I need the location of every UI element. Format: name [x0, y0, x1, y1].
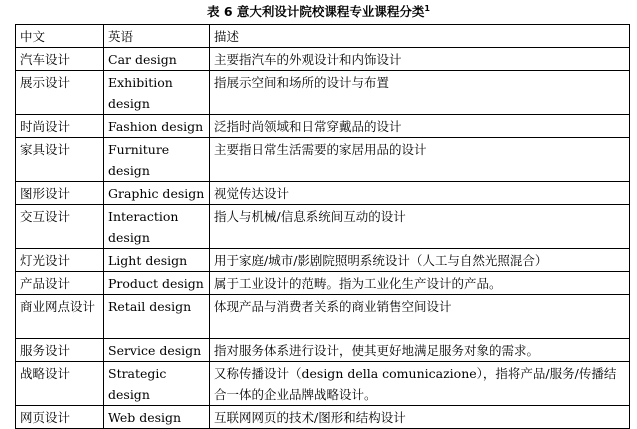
- cell-english: Product design: [104, 272, 210, 295]
- cell-chinese: 家具设计: [16, 138, 104, 182]
- caption-text: 表 6 意大利设计院校课程专业课程分类: [207, 4, 425, 19]
- cell-chinese: 交互设计: [16, 205, 104, 249]
- table-row: [16, 182, 630, 205]
- cell-description: 主要指汽车的外观设计和内饰设计: [210, 48, 630, 71]
- course-classification-table: [15, 24, 630, 429]
- cell-description: 体现产品与消费者关系的商业销售空间设计: [210, 295, 630, 339]
- cell-chinese: 商业网点设计: [16, 295, 104, 339]
- cell-description: 泛指时尚领域和日常穿戴品的设计: [210, 115, 630, 138]
- cell-chinese: 汽车设计: [16, 48, 104, 71]
- cell-description: 指人与机械/信息系统间互动的设计: [210, 205, 630, 249]
- table-row: [16, 362, 630, 406]
- cell-english: Graphic design: [104, 182, 210, 205]
- cell-chinese: 图形设计: [16, 182, 104, 205]
- cell-english: Light design: [104, 249, 210, 272]
- table-row: [16, 295, 630, 339]
- header-description: 描述: [210, 25, 630, 48]
- cell-english: Retail design: [104, 295, 210, 339]
- table-row: [16, 272, 630, 295]
- table-header-row: [16, 25, 630, 48]
- cell-chinese: 战略设计: [16, 362, 104, 406]
- cell-description: 主要指日常生活需要的家居用品的设计: [210, 138, 630, 182]
- cell-chinese: 展示设计: [16, 71, 104, 115]
- cell-description: 互联网网页的技术/图形和结构设计: [210, 406, 630, 429]
- cell-description: 又称传播设计（design della comunicazione），指将产品/服务/传播结合一体的企业品牌战略设计。: [210, 362, 630, 406]
- table-row: [16, 406, 630, 429]
- cell-chinese: 灯光设计: [16, 249, 104, 272]
- table-row: [16, 249, 630, 272]
- cell-english: Strategic design: [104, 362, 210, 406]
- cell-description: 视觉传达设计: [210, 182, 630, 205]
- cell-english: Car design: [104, 48, 210, 71]
- table-row: [16, 138, 630, 182]
- header-english: 英语: [104, 25, 210, 48]
- table-row: [16, 205, 630, 249]
- cell-english: Exhibition design: [104, 71, 210, 115]
- cell-chinese: 服务设计: [16, 339, 104, 362]
- table-row: [16, 71, 630, 115]
- cell-english: Service design: [104, 339, 210, 362]
- table-row: [16, 48, 630, 71]
- header-chinese: 中文: [16, 25, 104, 48]
- caption-footnote-mark: 1: [424, 3, 430, 13]
- cell-chinese: 网页设计: [16, 406, 104, 429]
- cell-chinese: 时尚设计: [16, 115, 104, 138]
- cell-description: 用于家庭/城市/影剧院照明系统设计（人工与自然光照混合）: [210, 249, 630, 272]
- cell-description: 指展示空间和场所的设计与布置: [210, 71, 630, 115]
- cell-english: Web design: [104, 406, 210, 429]
- cell-english: Furniture design: [104, 138, 210, 182]
- cell-english: Interaction design: [104, 205, 210, 249]
- cell-english: Fashion design: [104, 115, 210, 138]
- cell-description: 属于工业设计的范畴。指为工业化生产设计的产品。: [210, 272, 630, 295]
- table-row: [16, 115, 630, 138]
- cell-description: 指对服务体系进行设计，使其更好地满足服务对象的需求。: [210, 339, 630, 362]
- cell-chinese: 产品设计: [16, 272, 104, 295]
- table-row: [16, 339, 630, 362]
- table-caption: [0, 4, 637, 20]
